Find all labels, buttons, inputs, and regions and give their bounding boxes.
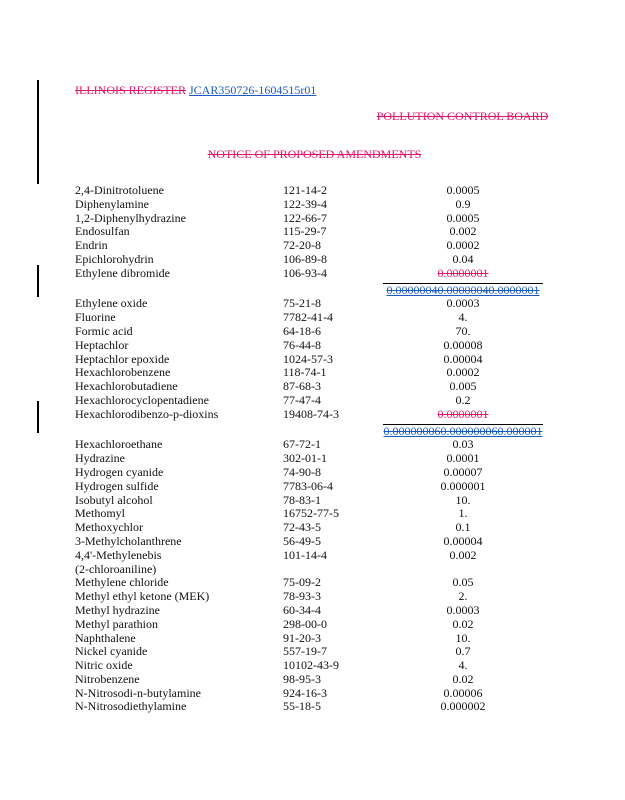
- table-row: [75, 494, 543, 508]
- value-text: 0.2: [455, 392, 471, 407]
- register-inserted-text: JCAR350726-1604515r01: [189, 83, 317, 97]
- value-text: 0.7: [455, 644, 471, 659]
- cas-number: 121-14-2: [283, 183, 327, 197]
- chemical-name-text: Ethylene oxide: [75, 296, 148, 311]
- register-deleted-text: ILLINOIS REGISTER: [75, 83, 186, 97]
- table-row: [75, 212, 543, 226]
- cas-number: 87-68-3: [283, 379, 321, 394]
- value-text: 0.03: [452, 437, 474, 452]
- cas-number: 557-19-7: [283, 644, 327, 659]
- table-row: [75, 466, 543, 480]
- edited-value: 0.000000060.000000060.000001: [383, 423, 543, 438]
- limit-value: [383, 297, 543, 311]
- value-text: 2.: [458, 589, 468, 604]
- table-row: [75, 267, 543, 298]
- chemical-name: [75, 494, 283, 508]
- table-row: [75, 198, 543, 212]
- limit-value: [383, 466, 543, 480]
- chemical-name: [75, 618, 283, 632]
- cas-number: 7783-06-4: [283, 478, 333, 493]
- chemical-name: [75, 438, 283, 452]
- chemical-name-text: Methoxychlor: [75, 520, 143, 535]
- table-row: [75, 618, 543, 632]
- limit-value: [383, 618, 543, 632]
- cas-number: 64-18-6: [283, 323, 321, 338]
- limit-value: [383, 604, 543, 618]
- chemical-name: [75, 311, 283, 325]
- cas-number: 19408-74-3: [283, 406, 339, 421]
- limit-value: [383, 380, 543, 394]
- chemical-name: [75, 267, 283, 298]
- edited-value: 0.00000040.00000040.0000001: [386, 282, 540, 297]
- limit-value: [383, 212, 543, 226]
- limit-value: [383, 225, 543, 239]
- chemical-name: [75, 339, 283, 353]
- value-text: 0.002: [449, 547, 477, 562]
- value-text: 0.9: [455, 196, 471, 211]
- value-text: 0.04: [452, 251, 474, 266]
- table-row: [75, 438, 543, 452]
- cas-number: 924-16-3: [283, 685, 327, 700]
- table-row: [75, 632, 543, 646]
- chemical-name: [75, 604, 283, 618]
- table-row: [75, 225, 543, 239]
- chemical-name: [75, 297, 283, 311]
- limit-value: [383, 576, 543, 590]
- value-text: 0.0005: [446, 210, 480, 225]
- cas-number: 72-43-5: [283, 520, 321, 535]
- table-row: [75, 645, 543, 659]
- value-text: 0.0001: [446, 451, 480, 466]
- limit-value: [383, 394, 543, 408]
- value-text: 0.002: [449, 224, 477, 239]
- cas-number: 98-95-3: [283, 671, 321, 686]
- chemical-name: [75, 521, 283, 535]
- chemical-name: [75, 549, 283, 577]
- chemical-name-text: Endosulfan: [75, 224, 130, 239]
- value-text: 0.00004: [443, 533, 483, 548]
- table-row: [75, 297, 543, 311]
- table-row: [75, 311, 543, 325]
- limit-value: [383, 700, 543, 714]
- cas-number: 101-14-4: [283, 547, 327, 562]
- value-text: 0.0002: [446, 238, 480, 253]
- cas-number: 75-09-2: [283, 575, 321, 590]
- cas-number: 106-89-8: [283, 251, 327, 266]
- value-text: 0.0002: [446, 365, 480, 380]
- chemical-name: [75, 366, 283, 380]
- chemical-name: [75, 380, 283, 394]
- chemical-name-text: Methylene chloride: [75, 575, 169, 590]
- chemical-name: [75, 576, 283, 590]
- cas-number: 115-29-7: [283, 224, 327, 239]
- chemical-name: [75, 659, 283, 673]
- table-row: [75, 353, 543, 367]
- value-text: 4.: [458, 310, 468, 325]
- table-row: [75, 253, 543, 267]
- notice-heading: [2, 147, 625, 161]
- chemical-name-text: Nitric oxide: [75, 658, 133, 673]
- cas-number: 122-66-7: [283, 210, 327, 225]
- value-text: 0.000001: [440, 478, 486, 493]
- chemical-name-text: Methyl ethyl ketone (MEK): [75, 589, 210, 604]
- cas-number: 7782-41-4: [283, 310, 333, 325]
- chemical-name: [75, 325, 283, 339]
- limit-value: [383, 366, 543, 380]
- cas-number: 302-01-1: [283, 451, 327, 466]
- chemical-name-text: Ethylene dibromide: [75, 265, 170, 280]
- chemical-name: [75, 408, 283, 439]
- change-bar: [37, 401, 39, 433]
- limit-value: [383, 311, 543, 325]
- value-text: 10.: [455, 630, 471, 645]
- table-row: [75, 535, 543, 549]
- value-text: 0.0003: [446, 602, 480, 617]
- cas-number: 72-20-8: [283, 238, 321, 253]
- cas-number: 10102-43-9: [283, 658, 339, 673]
- chemical-name: [75, 535, 283, 549]
- limit-value: [383, 549, 543, 577]
- limit-value: [383, 480, 543, 494]
- table-row: [75, 659, 543, 673]
- notice-text: NOTICE OF PROPOSED AMENDMENTS: [207, 147, 422, 161]
- value-text: 0.00006: [443, 685, 483, 700]
- chemical-name-text: Hexachlorobutadiene: [75, 379, 178, 394]
- chemical-name: [75, 452, 283, 466]
- chemical-name: [75, 632, 283, 646]
- agency-heading: [150, 109, 625, 123]
- limit-value: [383, 198, 543, 212]
- limit-value: [383, 590, 543, 604]
- cas-number: 60-34-4: [283, 602, 321, 617]
- chemical-name-continuation: (2-chloroaniline): [75, 561, 157, 576]
- cas-number: 91-20-3: [283, 630, 321, 645]
- limit-value: [383, 687, 543, 701]
- chemical-name: [75, 353, 283, 367]
- chemical-name-text: Fluorine: [75, 310, 116, 325]
- table-row: [75, 604, 543, 618]
- limit-value: [383, 184, 543, 198]
- table-row: [75, 700, 543, 714]
- edit-line: [383, 283, 543, 298]
- chemical-name: [75, 700, 283, 714]
- table-row: [75, 325, 543, 339]
- chemical-table: [75, 184, 543, 714]
- value-text: 0.05: [452, 575, 474, 590]
- chemical-name-text: Formic acid: [75, 323, 133, 338]
- table-row: [75, 239, 543, 253]
- limit-value: [383, 267, 543, 298]
- chemical-name-text: Hexachlorocyclopentadiene: [75, 392, 209, 407]
- value-text: 70.: [455, 323, 471, 338]
- value-text: 0.005: [449, 379, 477, 394]
- change-bar: [37, 265, 39, 297]
- chemical-name-text: Naphthalene: [75, 630, 136, 645]
- cas-number: 76-44-8: [283, 337, 321, 352]
- value-text: 0.000002: [440, 699, 486, 714]
- table-row: [75, 366, 543, 380]
- chemical-name: [75, 184, 283, 198]
- register-header: [75, 83, 316, 97]
- table-row: [75, 590, 543, 604]
- cas-number: 106-93-4: [283, 265, 327, 280]
- table-row: [75, 576, 543, 590]
- limit-value: [383, 239, 543, 253]
- chemical-name: [75, 198, 283, 212]
- cas-number: 78-83-1: [283, 492, 321, 507]
- table-row: [75, 673, 543, 687]
- cas-number: 55-18-5: [283, 699, 321, 714]
- chemical-name: [75, 590, 283, 604]
- value-text: 0.02: [452, 671, 474, 686]
- cas-number: 122-39-4: [283, 196, 327, 211]
- value-text: 1.: [458, 506, 468, 521]
- chemical-name-text: Endrin: [75, 238, 108, 253]
- limit-value: [383, 645, 543, 659]
- chemical-name-text: 2,4-Dinitrotoluene: [75, 183, 164, 197]
- agency-text: POLLUTION CONTROL BOARD: [376, 109, 549, 123]
- limit-value: [383, 253, 543, 267]
- limit-value: [383, 325, 543, 339]
- chemical-name-text: Hydrogen cyanide: [75, 464, 164, 479]
- limit-value: [383, 438, 543, 452]
- table-row: [75, 687, 543, 701]
- cas-number: 67-72-1: [283, 437, 321, 452]
- cas-number: 1024-57-3: [283, 351, 333, 366]
- chemical-name-text: 3-Methylcholanthrene: [75, 533, 182, 548]
- cas-number: 16752-77-5: [283, 506, 339, 521]
- chemical-name: [75, 480, 283, 494]
- value-text: 4.: [458, 658, 468, 673]
- limit-value: [383, 452, 543, 466]
- chemical-name-text: Isobutyl alcohol: [75, 492, 153, 507]
- chemical-name: [75, 239, 283, 253]
- table-row: [75, 507, 543, 521]
- table-row: [75, 380, 543, 394]
- chemical-name-text: 1,2-Diphenylhydrazine: [75, 210, 186, 225]
- chemical-name-text: Methyl hydrazine: [75, 602, 160, 617]
- deleted-value: 0.0000001: [437, 406, 489, 421]
- table-row: [75, 521, 543, 535]
- table-row: [75, 480, 543, 494]
- table-row: [75, 549, 543, 577]
- chemical-name-text: Diphenylamine: [75, 196, 149, 211]
- chemical-name-text: N-Nitrosodi-n-butylamine: [75, 685, 201, 700]
- chemical-name-text: Heptachlor epoxide: [75, 351, 170, 366]
- chemical-name: [75, 645, 283, 659]
- limit-value: [383, 353, 543, 367]
- cas-number: 75-21-8: [283, 296, 321, 311]
- deleted-value: 0.0000001: [437, 265, 489, 280]
- edit-line: [383, 424, 543, 439]
- chemical-name-text: 4,4'-Methylenebis: [75, 547, 162, 562]
- value-text: 0.1: [455, 520, 471, 535]
- table-row: [75, 184, 543, 198]
- limit-value: [383, 521, 543, 535]
- chemical-name: [75, 687, 283, 701]
- chemical-name: [75, 394, 283, 408]
- chemical-name-text: Epichlorohydrin: [75, 251, 154, 266]
- chemical-name-text: Hexachlorobenzene: [75, 365, 171, 380]
- limit-value: [383, 632, 543, 646]
- chemical-name-text: Heptachlor: [75, 337, 129, 352]
- cas-number: 56-49-5: [283, 533, 321, 548]
- value-text: 0.00004: [443, 351, 483, 366]
- chemical-name: [75, 673, 283, 687]
- cas-number: 118-74-1: [283, 365, 327, 380]
- table-row: [75, 452, 543, 466]
- chemical-name-text: Nickel cyanide: [75, 644, 148, 659]
- chemical-name-text: Hydrazine: [75, 451, 125, 466]
- chemical-name-text: N-Nitrosodiethylamine: [75, 699, 187, 714]
- chemical-name-text: Hydrogen sulfide: [75, 478, 159, 493]
- limit-value: [383, 673, 543, 687]
- limit-value: [383, 339, 543, 353]
- chemical-name-text: Hexachloroethane: [75, 437, 163, 452]
- chemical-name-text: Hexachlorodibenzo-p-dioxins: [75, 406, 219, 421]
- chemical-name: [75, 253, 283, 267]
- table-row: [75, 408, 543, 439]
- limit-value: [383, 659, 543, 673]
- chemical-name-text: Nitrobenzene: [75, 671, 140, 686]
- value-text: 0.02: [452, 616, 474, 631]
- change-bar: [37, 80, 39, 184]
- chemical-name-text: Methyl parathion: [75, 616, 158, 631]
- table-row: [75, 339, 543, 353]
- limit-value: [383, 507, 543, 521]
- cas-number: 78-93-3: [283, 589, 321, 604]
- chemical-name: [75, 466, 283, 480]
- cas-number: 74-90-8: [283, 464, 321, 479]
- table-row: [75, 394, 543, 408]
- chemical-name: [75, 225, 283, 239]
- value-text: 0.00008: [443, 337, 483, 352]
- limit-value: [383, 494, 543, 508]
- value-text: 0.0005: [446, 183, 480, 197]
- limit-value: [383, 535, 543, 549]
- value-text: 10.: [455, 492, 471, 507]
- limit-value: [383, 408, 543, 439]
- value-text: 0.0003: [446, 296, 480, 311]
- value-text: 0.00007: [443, 464, 483, 479]
- chemical-name: [75, 212, 283, 226]
- cas-number: 77-47-4: [283, 392, 321, 407]
- cas-number: 298-00-0: [283, 616, 327, 631]
- chemical-name-text: Methomyl: [75, 506, 125, 521]
- chemical-name: [75, 507, 283, 521]
